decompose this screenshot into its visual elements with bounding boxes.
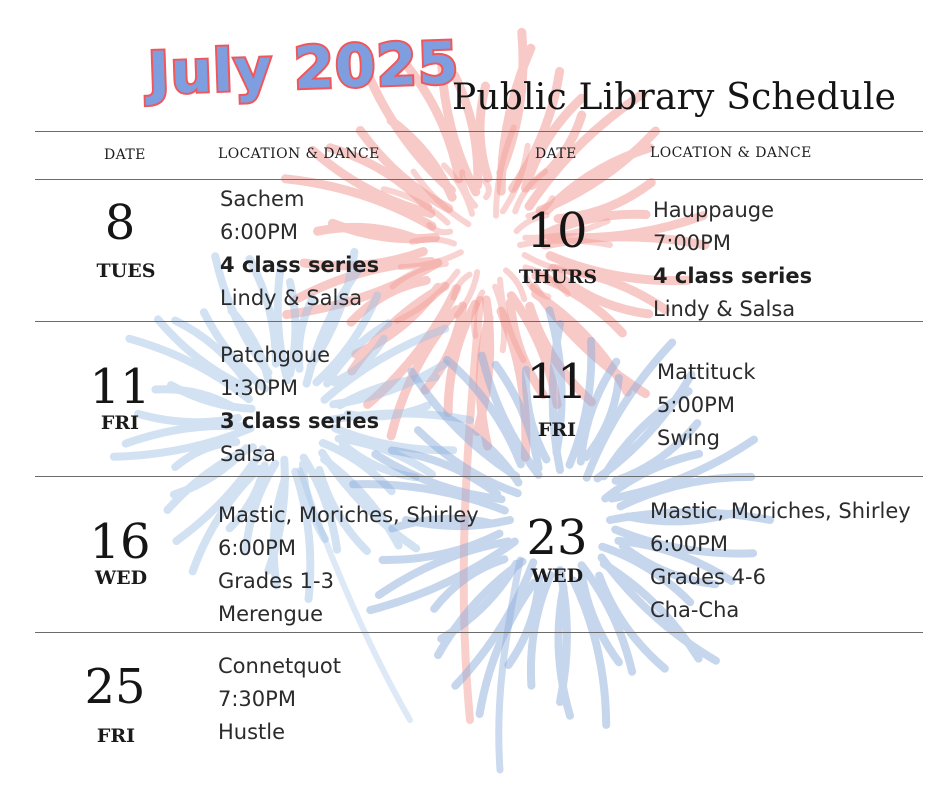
event-day: 11 xyxy=(526,354,588,410)
header-bottom-rule xyxy=(35,179,923,180)
firework-ray xyxy=(412,239,454,243)
header-location-right: LOCATION & DANCE xyxy=(650,145,812,161)
event-weekday: FRI xyxy=(100,412,140,434)
event-location: Connetquot xyxy=(218,654,342,678)
event-weekday: THURS xyxy=(518,266,598,288)
event-location: Patchgoue xyxy=(220,343,331,367)
event-series: 4 class series xyxy=(220,253,380,277)
event-location: Mattituck xyxy=(657,360,756,384)
event-grades: Grades 4-6 xyxy=(650,565,766,589)
event-day: 25 xyxy=(84,659,146,715)
event-weekday: FRI xyxy=(537,419,577,441)
header-top-rule xyxy=(35,131,923,132)
event-weekday: FRI xyxy=(96,725,136,747)
header-location-left: LOCATION & DANCE xyxy=(218,146,380,162)
event-time: 6:00PM xyxy=(220,220,298,244)
event-details xyxy=(653,194,812,326)
event-time: 1:30PM xyxy=(220,376,298,400)
event-location: Hauppauge xyxy=(653,198,775,222)
event-time: 7:00PM xyxy=(653,231,731,255)
event-weekday: WED xyxy=(530,565,584,587)
row-divider xyxy=(35,632,923,633)
firework-ray xyxy=(429,225,450,232)
event-details xyxy=(220,183,379,315)
event-dance: Swing xyxy=(657,426,720,450)
event-series: 4 class series xyxy=(653,264,813,288)
event-details xyxy=(657,356,756,455)
firework-ray xyxy=(485,181,489,197)
event-day: 8 xyxy=(104,195,136,251)
event-day: 16 xyxy=(89,514,151,570)
header-date-left: DATE xyxy=(104,147,146,163)
event-dance: Merengue xyxy=(218,602,323,626)
event-series: 3 class series xyxy=(220,409,380,433)
event-grades: Grades 1-3 xyxy=(218,569,334,593)
event-day: 10 xyxy=(526,203,588,259)
event-time: 7:30PM xyxy=(218,687,296,711)
event-details xyxy=(220,339,379,471)
event-day: 11 xyxy=(89,359,151,415)
event-time: 6:00PM xyxy=(650,532,728,556)
event-dance: Lindy & Salsa xyxy=(220,286,363,310)
header-date-right: DATE xyxy=(535,146,577,162)
page-title: Public Library Schedule xyxy=(452,77,897,118)
event-dance: Hustle xyxy=(218,720,286,744)
event-details xyxy=(218,650,341,749)
event-location: Mastic, Moriches, Shirley xyxy=(218,503,479,527)
event-dance: Lindy & Salsa xyxy=(653,297,796,321)
month-banner: July 2025 xyxy=(146,28,461,108)
event-location: Mastic, Moriches, Shirley xyxy=(650,499,911,523)
event-day: 23 xyxy=(526,510,588,566)
event-weekday: WED xyxy=(94,567,148,589)
event-weekday: TUES xyxy=(96,260,156,282)
event-details xyxy=(650,495,911,627)
event-dance: Cha-Cha xyxy=(650,598,740,622)
event-location: Sachem xyxy=(220,187,305,211)
row-divider xyxy=(35,476,923,477)
event-details xyxy=(218,499,479,631)
event-dance: Salsa xyxy=(220,442,276,466)
event-time: 6:00PM xyxy=(218,536,296,560)
event-time: 5:00PM xyxy=(657,393,735,417)
